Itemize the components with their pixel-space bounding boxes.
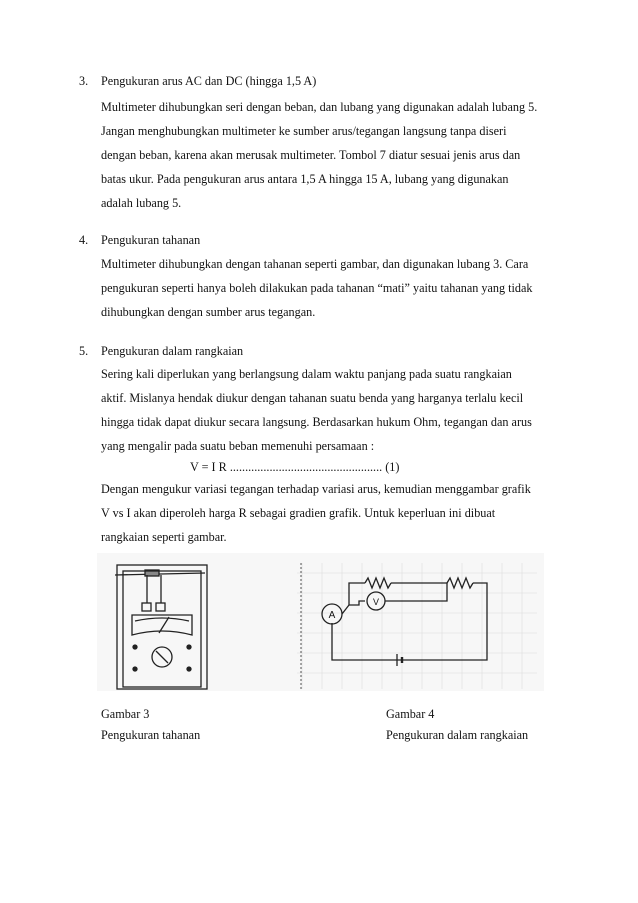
item-5-line-5: Dengan mengukur variasi tegangan terhadap variasi arus, kemudian menggambar grafik: [101, 482, 531, 496]
item-5-line-1: Sering kali diperlukan yang berlangsung dalam waktu panjang pada suatu rangkaian: [101, 367, 512, 381]
resistor-wire: [115, 573, 205, 575]
item-3-line-2: Jangan menghubungkan multimeter ke sumber arus/tegangan langsung tanpa diseri: [101, 124, 507, 138]
item-4-line-1: Multimeter dihubungkan dengan tahanan seperti gambar, dan digunakan lubang 3. Cara: [101, 257, 529, 271]
item-5-number: 5.: [79, 344, 89, 358]
fig3-title: Gambar 3: [101, 707, 150, 721]
wire-loop: [332, 583, 487, 660]
item-3-line-4: batas ukur. Pada pengukuran arus antara 1,5 A hingga 15 A, lubang yang digunakan: [101, 172, 509, 186]
figure-area: [97, 553, 544, 691]
terminal-3: [133, 667, 137, 671]
grid-paper: [297, 563, 537, 689]
item-5-line-3: hingga tidak dapat diukur secara langsung. Berdasarkan hukum Ohm, tegangan dan arus: [101, 415, 532, 429]
probe-left: [142, 603, 151, 611]
item-3-number: 3.: [79, 74, 89, 88]
item-4-number: 4.: [79, 233, 89, 247]
item-4-line-3: dihubungkan dengan sumber arus tegangan.: [101, 305, 316, 319]
fig3-caption: Pengukuran tahanan: [101, 728, 201, 742]
item-4-heading: Pengukuran tahanan: [101, 233, 201, 247]
fig4-caption: Pengukuran dalam rangkaian: [386, 728, 529, 742]
item-5-heading: Pengukuran dalam rangkaian: [101, 344, 244, 358]
item-3-line-3: dengan beban, karena akan merusak multimeter. Tombol 7 diatur sesuai jenis arus dan: [101, 148, 521, 162]
item-5-line-7: rangkaian seperti gambar.: [101, 530, 227, 544]
terminal-1: [133, 645, 137, 649]
item-5-line-4: yang mengalir pada suatu beban memenuhi persamaan :: [101, 439, 375, 453]
voltmeter-symbol: V: [372, 597, 380, 607]
item-3-heading: Pengukuran arus AC dan DC (hingga 1,5 A): [101, 74, 317, 88]
item-5-line-6: V vs I akan diperoleh harga R sebagai gradien grafik. Untuk keperluan ini dibuat: [101, 506, 496, 520]
resistor-1: [365, 578, 391, 588]
wire-top-left: [349, 583, 365, 585]
figures-svg: [97, 553, 544, 691]
meter-arc: [135, 618, 189, 621]
resistor-2: [447, 578, 473, 588]
terminal-2: [187, 645, 191, 649]
wire-ammeter-top: [342, 605, 349, 614]
ammeter-symbol: A: [328, 610, 336, 621]
item-3-line-1: Multimeter dihubungkan seri dengan beban, dan lubang yang digunakan adalah lubang 5.: [101, 100, 538, 114]
probe-right: [156, 603, 165, 611]
voltmeter-lead-right: [385, 583, 447, 601]
item-4-line-2: pengukuran seperti hanya boleh dilakukan pada tahanan “mati” yaitu tahanan yang tidak: [101, 281, 533, 295]
fig4-title: Gambar 4: [386, 707, 435, 721]
item-5-line-2: aktif. Mislanya hendak diukur dengan tahanan suatu benda yang harganya terlalu kecil: [101, 391, 524, 405]
equation-1: V = I R .................................................. (1): [190, 460, 400, 474]
selector-pointer: [156, 651, 168, 663]
terminal-4: [187, 667, 191, 671]
voltmeter-lead-left: [349, 601, 365, 605]
multimeter-drawing: [115, 565, 207, 689]
item-3-line-5: adalah lubang 5.: [101, 196, 182, 210]
